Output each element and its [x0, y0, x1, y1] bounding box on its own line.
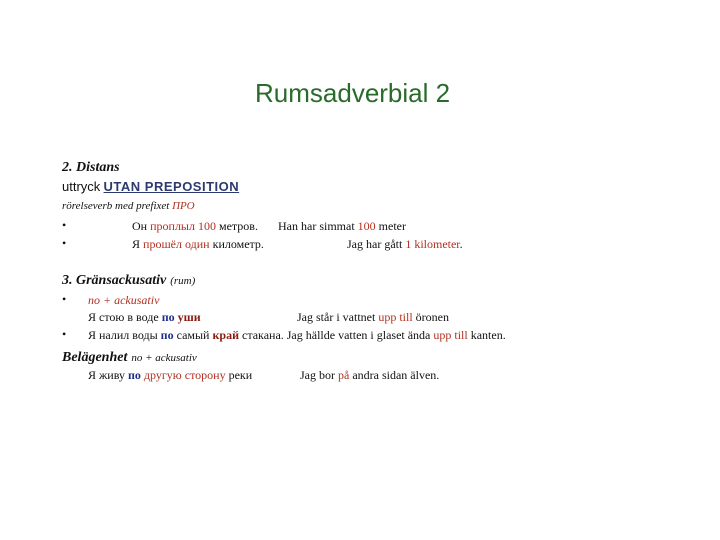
bullet-icon: •: [62, 327, 67, 341]
belagenhet-sv: Jag bor på andra sidan älven.: [300, 368, 440, 382]
grans-line-2: Я налил воды по самый край стакана. Jag hällde vatten i glaset ända upp till kanten.: [88, 328, 506, 342]
grans-rule: no + ackusativ: [88, 293, 160, 307]
bullet-icon: •: [62, 218, 67, 232]
utan-prefix: uttryck: [62, 179, 101, 194]
section-belagenhet-heading: Belägenhet no + ackusativ: [62, 350, 197, 365]
bullet-icon: •: [62, 236, 67, 250]
section-grans-heading: 3. Gränsackusativ (rum): [62, 273, 196, 288]
grans-ru-1: Я стою в воде по уши: [88, 310, 201, 324]
slide-title: Rumsadverbial 2: [255, 78, 451, 108]
distans-ru-1: Он проплыл 100 метров.: [132, 219, 258, 233]
utan-preposition: UTAN PREPOSITION: [103, 179, 240, 194]
bullet-icon: •: [62, 292, 67, 306]
distans-sv-1: Han har simmat 100 meter: [278, 219, 406, 233]
belagenhet-ru: Я живу по другую сторону реки: [88, 368, 253, 382]
prefix-text: rörelseverb med prefixet: [62, 200, 170, 212]
distans-line-prefix: [62, 200, 195, 212]
section-distans-heading: 2. Distans: [62, 160, 120, 175]
prefix-pro: ПРО: [172, 200, 195, 212]
grans-sv-1: Jag står i vattnet upp till öronen: [297, 310, 449, 324]
distans-sv-2: Jag har gått 1 kilometer.: [347, 237, 463, 251]
distans-ru-2: Я прошёл один километр.: [132, 237, 264, 251]
distans-line-utan: [62, 179, 239, 195]
